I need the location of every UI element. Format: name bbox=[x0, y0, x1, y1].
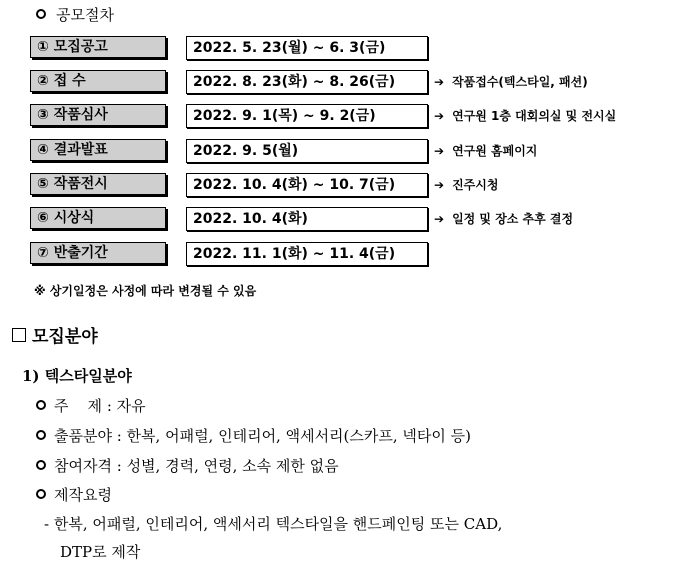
step-date: 2022. 11. 1(화) ~ 11. 4(금) bbox=[186, 242, 428, 266]
arrow-right-icon: ➔ bbox=[434, 109, 445, 123]
list-item bbox=[36, 484, 112, 506]
item-label: 출품분야 bbox=[54, 427, 112, 445]
section-title bbox=[12, 325, 98, 349]
step-label: ② 접 수 bbox=[30, 70, 166, 92]
step-note: ➔ 일정 및 장소 추후 결정 bbox=[434, 212, 574, 226]
circle-bullet-icon bbox=[36, 460, 46, 470]
item-value: : 자유 bbox=[106, 397, 146, 415]
step-label: ⑦ 반출기간 bbox=[30, 242, 166, 264]
step-note: ➔ 연구원 1층 대회의실 및 전시실 bbox=[434, 109, 617, 123]
step-date: 2022. 9. 5(월) bbox=[186, 139, 428, 163]
circle-bullet-icon bbox=[36, 9, 46, 19]
item-value: : 성별, 경력, 연령, 소속 제한 없음 bbox=[116, 457, 339, 475]
step-label: ③ 작품심사 bbox=[30, 104, 166, 126]
arrow-right-icon: ➔ bbox=[434, 144, 445, 158]
circle-bullet-icon bbox=[36, 430, 46, 440]
step-date: 2022. 8. 23(화) ~ 8. 26(금) bbox=[186, 70, 428, 94]
step-note: ➔ 연구원 홈페이지 bbox=[434, 144, 538, 158]
step-note: ➔ 진주시청 bbox=[434, 178, 499, 192]
step-label: ⑥ 시상식 bbox=[30, 207, 166, 229]
step-date: 2022. 10. 4(화) ~ 10. 7(금) bbox=[186, 173, 428, 197]
step-label: ④ 결과발표 bbox=[30, 139, 166, 161]
procedure-heading bbox=[36, 5, 114, 25]
item-label: 참여자격 bbox=[54, 457, 112, 475]
item-value: : 한복, 어패럴, 인테리어, 액세서리(스카프, 넥타이 등) bbox=[116, 427, 471, 445]
list-item bbox=[36, 395, 146, 417]
step-date: 2022. 10. 4(화) bbox=[186, 207, 428, 231]
section-title-text: 모집분야 bbox=[32, 327, 98, 347]
circle-bullet-icon bbox=[36, 400, 46, 410]
square-checkbox-icon bbox=[12, 328, 26, 342]
step-label: ⑤ 작품전시 bbox=[30, 173, 166, 195]
arrow-right-icon: ➔ bbox=[434, 178, 445, 192]
circle-bullet-icon bbox=[36, 489, 46, 499]
detail-line-continued: DTP로 제작 bbox=[60, 543, 141, 561]
item-label: 제작요령 bbox=[54, 486, 112, 504]
step-date: 2022. 9. 1(목) ~ 9. 2(금) bbox=[186, 104, 428, 128]
list-item bbox=[36, 455, 339, 477]
step-label: ① 모집공고 bbox=[30, 36, 166, 58]
arrow-right-icon: ➔ bbox=[434, 75, 445, 89]
item-label: 주 제 bbox=[54, 397, 103, 415]
schedule-footnote: ※ 상기일정은 사정에 따라 변경될 수 있음 bbox=[34, 284, 257, 298]
subsection-title: 1) 텍스타일분야 bbox=[22, 367, 132, 385]
procedure-heading-text: 공모절차 bbox=[56, 6, 114, 24]
arrow-right-icon: ➔ bbox=[434, 212, 445, 226]
detail-line: - 한복, 어패럴, 인테리어, 액세서리 텍스타일을 핸드페인팅 또는 CAD, bbox=[44, 515, 503, 533]
step-note: ➔ 작품접수(텍스타일, 패션) bbox=[434, 75, 588, 89]
step-date: 2022. 5. 23(월) ~ 6. 3(금) bbox=[186, 36, 428, 60]
list-item bbox=[36, 425, 471, 447]
